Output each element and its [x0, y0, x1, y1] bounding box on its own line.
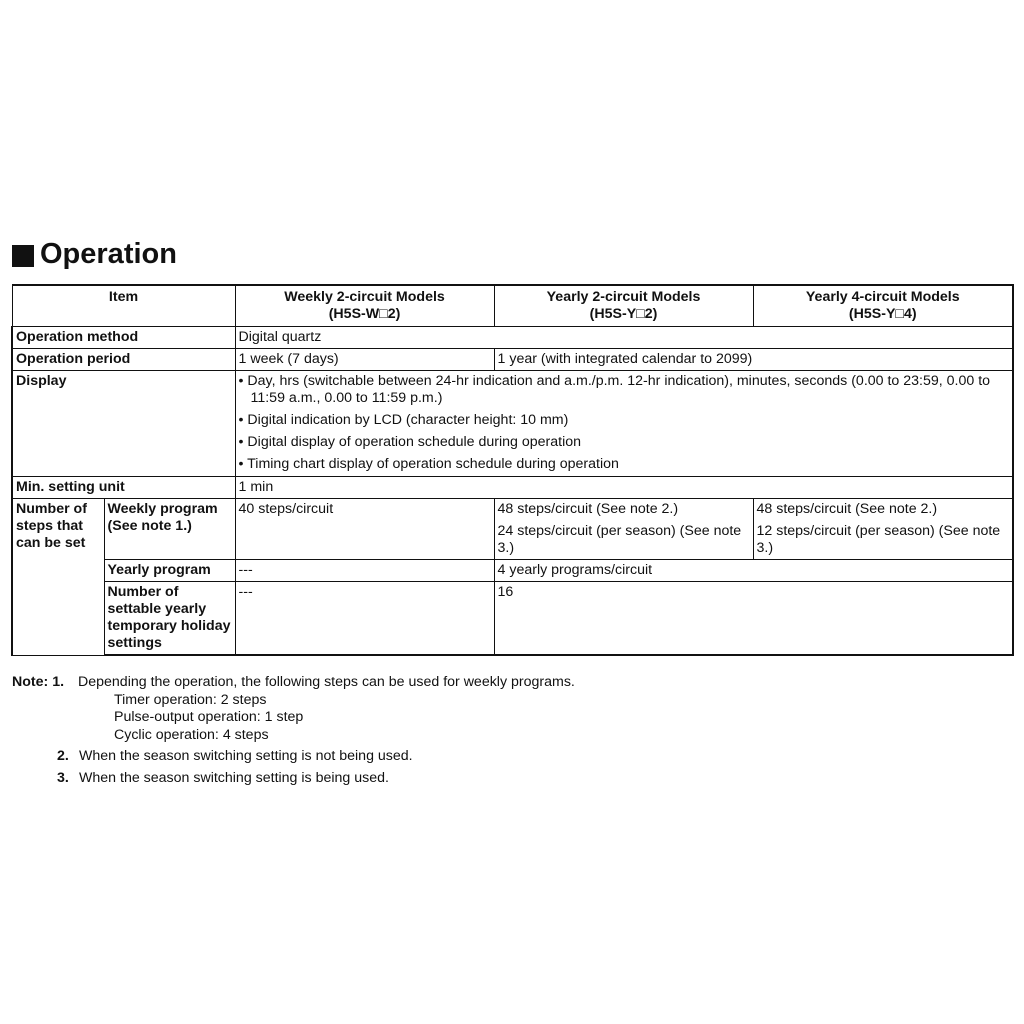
row-label-display: Display — [12, 371, 235, 477]
yearly-program-col1: --- — [235, 560, 494, 582]
operation-table — [11, 284, 1014, 656]
table-row — [12, 349, 1013, 371]
section-title: Operation — [40, 238, 177, 270]
notes — [12, 674, 575, 787]
square-bullet-icon — [12, 245, 34, 267]
note-1: Note: 1. Depending the operation, the following steps can be used for weekly programs. — [12, 674, 575, 690]
note-2: 2. When the season switching setting is not being used. — [57, 748, 413, 764]
table-row — [12, 477, 1013, 499]
row-label-holiday-settings: Number of settable yearly temporary holiday settings — [104, 582, 235, 656]
note-1-sub: Timer operation: 2 steps — [114, 691, 267, 708]
row-label-operation-method: Operation method — [12, 327, 235, 349]
note-2-text: When the season switching setting is not being used. — [79, 748, 413, 764]
header-row — [12, 285, 1013, 327]
table-row — [12, 371, 1013, 477]
note-label: Note: — [12, 674, 49, 690]
yearly-program-col23: 4 yearly programs/circuit — [494, 560, 1013, 582]
holiday-col23: 16 — [494, 582, 1013, 656]
header-yearly-2-circuit: Yearly 2-circuit Models (H5S-Y□2) — [494, 285, 753, 327]
operation-period-yearly: 1 year (with integrated calendar to 2099) — [494, 349, 1013, 371]
row-label-yearly-program: Yearly program — [104, 560, 235, 582]
note-1-sub: Pulse-output operation: 1 step — [114, 709, 304, 725]
header-weekly-2-circuit: Weekly 2-circuit Models (H5S-W□2) — [235, 285, 494, 327]
row-label-operation-period: Operation period — [12, 349, 235, 371]
operation-period-weekly: 1 week (7 days) — [235, 349, 494, 371]
row-label-weekly-program: Weekly program (See note 1.) — [104, 499, 235, 560]
row-label-steps: Number of steps that can be set — [12, 499, 104, 656]
display-value — [235, 371, 1013, 477]
weekly-program-col1: 40 steps/circuit — [235, 499, 494, 560]
note-1-sub: Cyclic operation: 4 steps — [114, 726, 269, 743]
display-bullet: • Digital display of operation schedule during operation — [238, 434, 582, 450]
table-row — [12, 499, 1013, 560]
weekly-program-col2: 48 steps/circuit (See note 2.) 24 steps/circuit (per season) (See note 3.) — [494, 499, 753, 560]
header-yearly-4-circuit: Yearly 4-circuit Models (H5S-Y□4) — [753, 285, 1013, 327]
header-item: Item — [12, 285, 235, 327]
display-bullet: • Timing chart display of operation schedule during operation — [238, 456, 619, 472]
min-setting-unit-value: 1 min — [235, 477, 1013, 499]
table-row — [12, 582, 1013, 656]
note-3-text: When the season switching setting is being used. — [79, 769, 389, 786]
row-label-min-setting-unit: Min. setting unit — [12, 477, 235, 499]
note-3: 3. When the season switching setting is being used. — [57, 769, 389, 786]
operation-method-value: Digital quartz — [235, 327, 1013, 349]
table-row — [12, 560, 1013, 582]
section-heading — [12, 238, 177, 271]
holiday-col1: --- — [235, 582, 494, 656]
display-bullet: • Digital indication by LCD (character height: 10 mm) — [238, 412, 569, 428]
note-1-text: Depending the operation, the following steps can be used for weekly programs. — [78, 674, 575, 690]
display-bullet: • Day, hrs (switchable between 24-hr indication and a.m./p.m. 12-hr indication), minutes, seconds (0.00 to 23:59, 0.00 to 11:59 a.m., 0.00 to 11:59 p.m.) — [238, 373, 991, 406]
weekly-program-col3: 48 steps/circuit (See note 2.) 12 steps/circuit (per season) (See note 3.) — [753, 499, 1013, 560]
table-row — [12, 327, 1013, 349]
